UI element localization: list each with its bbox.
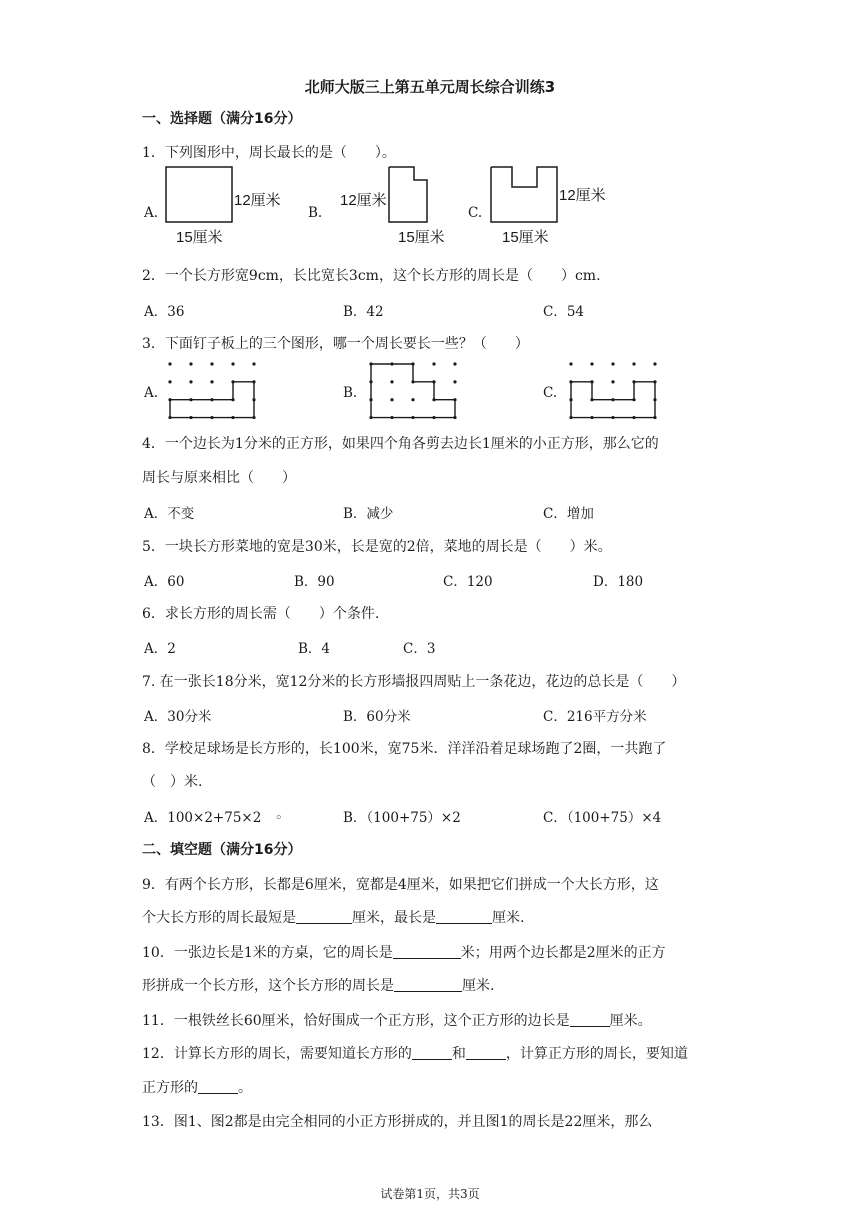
q12-text-d: 正方形的 <box>142 1080 198 1096</box>
q4-option-b: B．减少 <box>343 506 394 522</box>
q3-option-a: A. <box>144 385 159 401</box>
peg-dot <box>189 362 192 365</box>
q8-option-c: C．（100+75）×4 <box>543 810 662 826</box>
q8-option-b: B．（100+75）×2 <box>343 810 461 826</box>
q3-figure-c-outline <box>571 382 655 418</box>
q11-text-b: 厘米。 <box>609 1013 652 1029</box>
peg-dot <box>611 380 614 383</box>
question-12-line-1 <box>142 1043 688 1063</box>
question-4-line-2: 周长与原来相比（ ） <box>142 470 296 486</box>
q5-option-c: C．120 <box>443 574 493 590</box>
q6-option-c: C．3 <box>403 641 436 657</box>
peg-dot <box>453 362 456 365</box>
q3-figure-a-outline <box>170 382 254 418</box>
q5-option-b: B．90 <box>294 574 335 590</box>
section-heading-fill: 二、填空题（满分16分） <box>142 842 302 858</box>
q9-text-b: 厘米，最长是 <box>352 910 436 926</box>
q1-c-height-label: 12厘米 <box>559 187 606 204</box>
q10-blank-1[interactable] <box>393 944 461 959</box>
question-13: 13．图1、图2都是由完全相同的小正方形拼成的，并且图1的周长是22厘米，那么 <box>142 1114 653 1130</box>
peg-dot <box>569 362 572 365</box>
q10-text-b: 米；用两个边长都是2厘米的正方 <box>460 945 666 961</box>
q2-option-c: C．54 <box>543 304 585 320</box>
question-5: 5．一块长方形菜地的宽是30米，长是宽的2倍，菜地的周长是（ ）米。 <box>142 539 612 555</box>
peg-dot <box>168 362 171 365</box>
q7-option-a: A．30分米 <box>144 709 212 725</box>
question-11 <box>142 1010 652 1030</box>
question-12-line-2 <box>142 1077 252 1097</box>
q1-a-height-label: 12厘米 <box>234 192 281 209</box>
question-9-line-1: 9．有两个长方形，长都是6厘米，宽都是4厘米，如果把它们拼成一个大长方形，这 <box>142 877 659 893</box>
q10-text-d: 厘米. <box>462 978 495 994</box>
question-4-line-1: 4．一个边长为1分米的正方形，如果四个角各剪去边长1厘米的小正方形，那么它的 <box>142 436 659 452</box>
q1-option-b-label: B. <box>308 205 323 221</box>
question-10-line-2 <box>142 975 494 995</box>
q11-text-a: 11．一根铁丝长60厘米，恰好围成一个正方形，这个正方形的边长是 <box>142 1013 570 1029</box>
q2-option-b: B．42 <box>343 304 384 320</box>
question-6: 6．求长方形的周长需（ ）个条件. <box>142 606 380 622</box>
q12-text-c: ，计算正方形的周长，要知道 <box>505 1046 688 1062</box>
peg-dot <box>189 380 192 383</box>
q9-blank-1[interactable] <box>296 909 352 924</box>
page-title: 北师大版三上第五单元周长综合训练3 <box>304 78 556 96</box>
q11-blank[interactable] <box>570 1012 610 1027</box>
question-7: 7. 在一张长18分米，宽12分米的长方形墙报四周贴上一条花边，花边的总长是（ ） <box>142 674 686 690</box>
q10-text-a: 10．一张边长是1米的方桌，它的周长是 <box>142 945 393 961</box>
q3-pegboards <box>0 0 860 440</box>
q12-text-e: 。 <box>238 1080 252 1096</box>
peg-dot <box>590 362 593 365</box>
peg-dot <box>390 398 393 401</box>
q5-option-a: A．60 <box>144 574 185 590</box>
q10-blank-2[interactable] <box>394 977 462 992</box>
q4-option-a: A．不变 <box>144 506 195 522</box>
q2-option-a: A．36 <box>144 304 185 320</box>
q3-option-c: C. <box>543 385 558 401</box>
peg-dot <box>653 362 656 365</box>
peg-dot <box>252 362 255 365</box>
q12-blank-2[interactable] <box>466 1045 506 1060</box>
q7-option-b: B．60分米 <box>343 709 411 725</box>
q12-blank-3[interactable] <box>198 1079 238 1094</box>
peg-dot <box>231 362 234 365</box>
q9-text-c: 厘米. <box>492 910 525 926</box>
question-8-line-1: 8．学校足球场是长方形的，长100米，宽75米．洋洋沿着足球场跑了2圈，一共跑了 <box>142 741 667 757</box>
question-3: 3．下面钉子板上的三个图形，哪一个周长要长一些？（ ） <box>142 336 529 352</box>
q1-option-c-label: C. <box>468 205 483 221</box>
q1-b-height-label: 12厘米 <box>340 192 387 209</box>
peg-dot <box>453 380 456 383</box>
q6-option-b: B．4 <box>298 641 331 657</box>
q5-option-d: D．180 <box>593 574 644 590</box>
q8-option-a: A．100×2+75×2 ◦ <box>144 810 283 826</box>
q1-b-width-label: 15厘米 <box>398 229 445 246</box>
page-footer: 试卷第1页，共3页 <box>380 1187 480 1201</box>
q9-text-a: 个大长方形的周长最短是 <box>142 910 296 926</box>
q3-figure-b-outline <box>371 364 455 418</box>
peg-dot <box>210 362 213 365</box>
question-2: 2．一个长方形宽9cm，长比宽长3cm，这个长方形的周长是（ ）cm. <box>142 268 601 284</box>
section-heading-choice: 一、选择题（满分16分） <box>142 111 302 127</box>
peg-dot <box>632 362 635 365</box>
q10-text-c: 形拼成一个长方形，这个长方形的周长是 <box>142 978 394 994</box>
q12-blank-1[interactable] <box>412 1045 452 1060</box>
peg-dot <box>611 362 614 365</box>
peg-dot <box>390 380 393 383</box>
peg-dot <box>432 362 435 365</box>
question-1: 1．下列图形中，周长最长的是（ ）。 <box>142 145 396 161</box>
question-8-line-2: （ ）米. <box>142 774 203 790</box>
q6-option-a: A．2 <box>144 641 176 657</box>
peg-dot <box>210 380 213 383</box>
q12-text-b: 和 <box>451 1046 466 1062</box>
q1-a-width-label: 15厘米 <box>176 229 223 246</box>
q7-option-c: C．216平方分米 <box>543 709 647 725</box>
q1-c-width-label: 15厘米 <box>502 229 549 246</box>
q12-text-a: 12．计算长方形的周长，需要知道长方形的 <box>142 1046 412 1062</box>
q4-option-c: C．增加 <box>543 506 594 522</box>
peg-dot <box>168 380 171 383</box>
question-10-line-1 <box>142 942 666 962</box>
q3-option-b: B. <box>343 385 358 401</box>
peg-dot <box>411 398 414 401</box>
q1-option-a-label: A. <box>144 205 159 221</box>
q9-blank-2[interactable] <box>436 909 492 924</box>
question-9-line-2 <box>142 907 524 927</box>
